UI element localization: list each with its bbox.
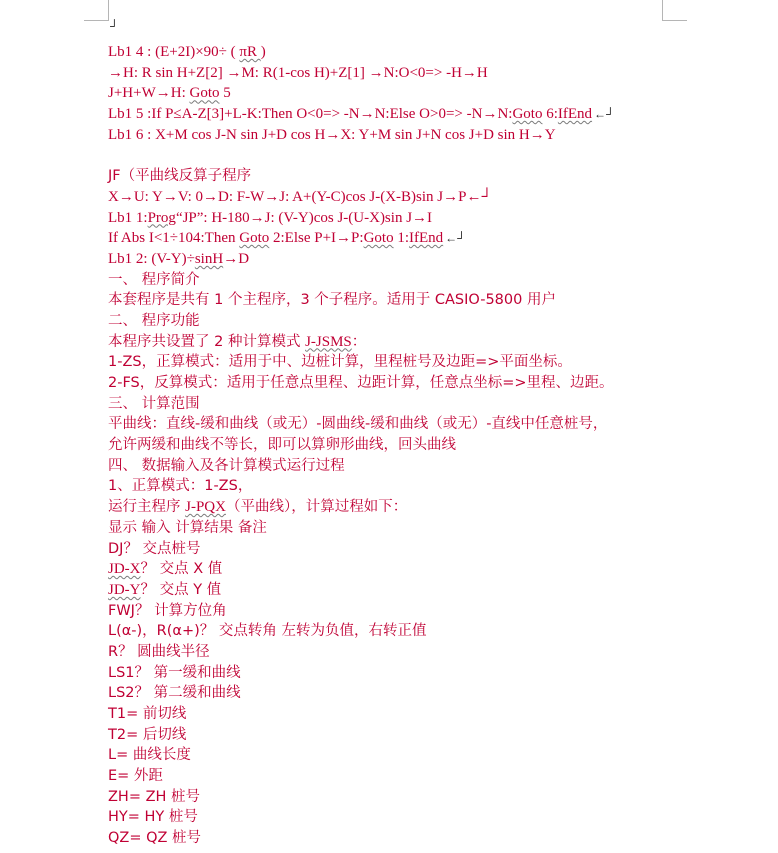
text-segment: LS1？ 第一缓和曲线 bbox=[108, 664, 241, 681]
text-line bbox=[108, 456, 668, 477]
spellcheck-underlined-text: JD-Y bbox=[108, 581, 141, 598]
text-segment: 2-FS，反算模式：适用于任意点里程、边距计算，任意点坐标=>里程、边距。 bbox=[108, 375, 614, 391]
text-segment: J+H+W→H: bbox=[108, 85, 190, 102]
text-segment: ： bbox=[351, 333, 367, 350]
spellcheck-underlined-text: Goto bbox=[189, 85, 220, 102]
text-segment: Lb1 4 : (E+2I)×90÷ ( bbox=[108, 44, 240, 60]
text-segment: 允许两缓和曲线不等长，即可以算卵形曲线，回头曲线 bbox=[108, 437, 456, 454]
text-segment: X→U: Y→V: 0→D: F-W→J: A+(Y-C)cos J-(X-B)sin J→P←┘ bbox=[108, 188, 493, 205]
text-line bbox=[108, 394, 668, 415]
text-segment: 1-ZS，正算模式：适用于中、边桩计算，里程桩号及边距=>平面坐标。 bbox=[108, 354, 572, 371]
text-line bbox=[108, 166, 668, 187]
text-segment: 2:Else P+I→P: bbox=[269, 230, 364, 247]
spellcheck-underlined-text: IfEnd bbox=[557, 106, 593, 123]
text-line bbox=[108, 435, 668, 456]
text-line bbox=[108, 352, 668, 373]
text-line bbox=[108, 580, 668, 601]
text-line bbox=[108, 663, 668, 684]
text-line bbox=[108, 373, 668, 394]
text-segment: Lb1 6 : X+M cos J-N sin J+D cos H→X: Y+M sin J+N cos J+D sin H→Y bbox=[108, 126, 556, 143]
spellcheck-underlined-text: J-JSMS bbox=[305, 333, 352, 350]
spellcheck-underlined-text: Goto bbox=[512, 106, 543, 123]
text-segment: 6: bbox=[542, 106, 558, 123]
text-segment: 5 bbox=[219, 85, 231, 102]
text-segment: 二、 程序功能 bbox=[108, 312, 200, 329]
paragraph-mark-icon: ┘ bbox=[110, 19, 119, 33]
text-line bbox=[108, 270, 668, 291]
blank-line bbox=[108, 145, 668, 166]
text-segment: Lb1 1: bbox=[108, 209, 148, 226]
text-segment: Lb1 5 :If P≤A-Z[3]+L-K:Then O<0=> -N→N:Else O>0=> -N→N: bbox=[108, 106, 513, 123]
text-segment: 本套程序是共有 1 个主程序，3 个子程序。适用于 CASIO-5800 用户 bbox=[108, 292, 556, 309]
spellcheck-underlined-text: πR bbox=[239, 44, 261, 60]
text-line bbox=[108, 42, 668, 63]
text-line bbox=[108, 807, 668, 828]
text-segment: L= 曲线长度 bbox=[108, 747, 191, 764]
text-segment: 四、 数据输入及各计算模式运行过程 bbox=[108, 457, 345, 474]
text-segment: →D bbox=[223, 250, 250, 267]
text-line bbox=[108, 332, 668, 353]
text-line bbox=[108, 83, 668, 104]
text-segment: ) bbox=[260, 44, 266, 60]
text-segment: →H: R sin H+Z[2] →M: R(1-cos H)+Z[1] →N:O<0=> -H→H bbox=[108, 64, 488, 81]
text-segment: E= 外距 bbox=[108, 768, 163, 785]
text-line bbox=[108, 621, 668, 642]
spellcheck-underlined-text: Goto bbox=[239, 230, 270, 247]
text-segment: JF（平曲线反算子程序 bbox=[108, 168, 252, 185]
text-line bbox=[108, 601, 668, 622]
text-segment: ？ 交点 X 值 bbox=[140, 561, 223, 578]
text-line bbox=[108, 745, 668, 766]
text-line bbox=[108, 414, 668, 435]
text-line bbox=[108, 828, 668, 849]
document-body bbox=[108, 42, 668, 849]
text-segment: 平曲线：直线-缓和曲线（或无）-圆曲线-缓和曲线（或无）-直线中任意桩号， bbox=[108, 416, 608, 433]
text-line bbox=[108, 208, 668, 229]
text-segment: R？ 圆曲线半径 bbox=[108, 643, 210, 660]
text-line bbox=[108, 559, 668, 580]
text-line bbox=[108, 311, 668, 332]
text-line bbox=[108, 704, 668, 725]
text-segment: 1: bbox=[393, 230, 409, 247]
spellcheck-underlined-text: JD-X bbox=[108, 561, 141, 578]
spellcheck-underlined-text: IfEnd bbox=[409, 230, 444, 247]
text-segment: 显示 输入 计算结果 备注 bbox=[108, 519, 267, 536]
paragraph-mark-text: ←┘ bbox=[594, 107, 615, 122]
text-line bbox=[108, 766, 668, 787]
text-segment: DJ？ 交点桩号 bbox=[108, 540, 201, 557]
text-line bbox=[108, 518, 668, 539]
text-segment: If Abs I<1÷104:Then bbox=[108, 230, 240, 247]
paragraph-mark-text: ←┘ bbox=[445, 231, 466, 246]
spellcheck-underlined-text: sinH bbox=[194, 250, 224, 267]
spellcheck-underlined-text: Prog bbox=[147, 209, 176, 226]
text-segment: HY= HY 桩号 bbox=[108, 809, 198, 826]
page-corner-mark-top-left bbox=[84, 0, 109, 21]
text-segment: FWJ？ 计算方位角 bbox=[108, 602, 227, 619]
text-segment: “JP”: H-180→J: (V-Y)cos J-(U-X)sin J→I bbox=[175, 209, 433, 226]
text-segment: （平曲线），计算过程如下： bbox=[225, 499, 408, 516]
text-segment: L(α-)，R(α+)？ 交点转角 左转为负值，右转正值 bbox=[108, 623, 427, 640]
text-line bbox=[108, 642, 668, 663]
text-segment: 一、 程序简介 bbox=[108, 271, 200, 288]
text-line bbox=[108, 476, 668, 497]
text-line bbox=[108, 228, 668, 249]
text-segment: 运行主程序 bbox=[108, 499, 186, 516]
spellcheck-underlined-text: J-PQX bbox=[185, 499, 226, 516]
text-line bbox=[108, 683, 668, 704]
text-segment: ？ 交点 Y 值 bbox=[140, 581, 222, 598]
text-line bbox=[108, 187, 668, 208]
text-line bbox=[108, 290, 668, 311]
text-line bbox=[108, 787, 668, 808]
page-corner-mark-top-right bbox=[662, 0, 687, 21]
text-line bbox=[108, 497, 668, 518]
text-line bbox=[108, 539, 668, 560]
text-segment: 1、正算模式：1-ZS， bbox=[108, 478, 253, 495]
text-line bbox=[108, 125, 668, 146]
text-line bbox=[108, 63, 668, 84]
text-segment: T2= 后切线 bbox=[108, 726, 187, 743]
text-line bbox=[108, 725, 668, 746]
text-segment: ZH= ZH 桩号 bbox=[108, 788, 201, 805]
text-segment: 三、 计算范围 bbox=[108, 395, 200, 412]
spellcheck-underlined-text: Goto bbox=[363, 230, 394, 247]
text-segment: 本程序共设置了 2 种计算模式 bbox=[108, 333, 306, 350]
text-segment: LS2？ 第二缓和曲线 bbox=[108, 685, 241, 702]
text-segment: QZ= QZ 桩号 bbox=[108, 830, 202, 847]
text-line bbox=[108, 249, 668, 270]
text-line bbox=[108, 104, 668, 125]
text-segment: T1= 前切线 bbox=[108, 706, 187, 722]
text-segment: Lb1 2: (V-Y)÷ bbox=[108, 250, 195, 267]
